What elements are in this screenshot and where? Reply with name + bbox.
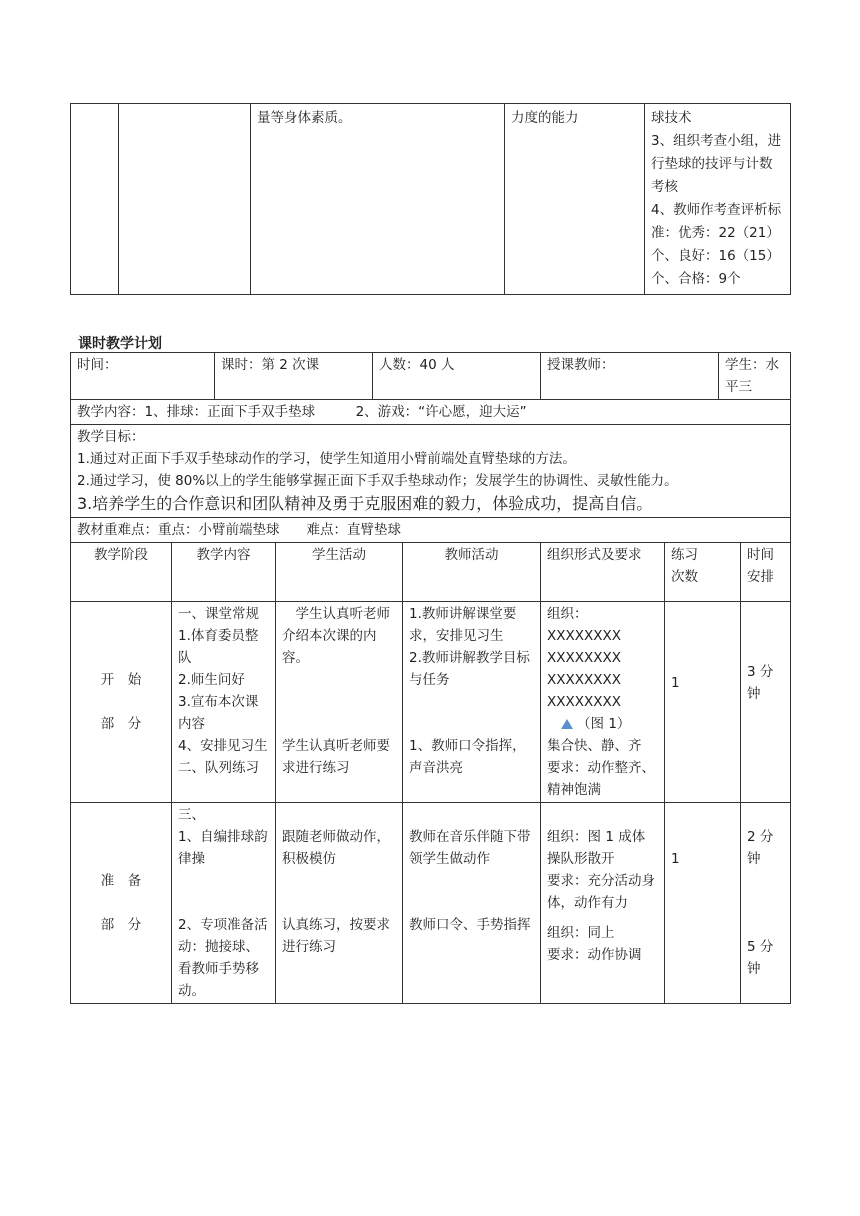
content-prep-b: 2、专项准备活动：抛接球、看教师手势移动。 (178, 917, 268, 999)
stage-start: 开 始 部 分 (71, 602, 172, 803)
cell-assessment: 球技术 3、组织考查小组，进行垫球的技评与计数考核 4、教师作考查评析标准：优秀：22（21）个、良好：16（15）个、合格：9个 (645, 104, 791, 295)
figure-label: （图 1） (577, 716, 631, 732)
teacher-start-a: 1.教师讲解课堂要求，安排见习生 2.教师讲解教学目标与任务 (409, 606, 530, 688)
teacher-prep (403, 803, 541, 1004)
cell-quality: 量等身体素质。 (251, 104, 505, 295)
cell-empty-1 (71, 104, 119, 295)
info-count: 人数：40 人 (373, 353, 541, 400)
time-prep-a: 2 分钟 (747, 829, 774, 867)
content-prep (172, 803, 276, 1004)
content-prep-a: 三、 1、自编排球韵律操 (178, 807, 268, 867)
formation-row-4: XXXXXXXX (547, 694, 622, 710)
plan-title: 课时教学计划 (78, 336, 162, 352)
header-reps: 练习 次数 (665, 543, 741, 602)
header-time: 时间 安排 (741, 543, 791, 602)
org-prep-a: 组织：图 1 成体操队形散开 要求：充分活动身体，动作有力 (547, 829, 656, 911)
student-prep-a: 跟随老师做动作，积极模仿 (282, 829, 390, 867)
time-start: 3 分钟 (741, 602, 791, 803)
time-prep-b: 5 分钟 (747, 939, 774, 977)
org-prep (541, 803, 665, 1004)
student-start-b: 学生认真听老师要求进行练习 (282, 738, 390, 776)
student-prep (276, 803, 403, 1004)
info-row (71, 353, 791, 400)
key-points: 教材重难点：重点：小臂前端垫球 难点：直臂垫球 (71, 518, 791, 543)
reps-prep-value: 1 (671, 851, 680, 867)
teaching-content: 教学内容：1、排球：正面下手双手垫球 2、游戏：“许心愿，迎大运” (71, 400, 791, 425)
stage-row-prep (71, 803, 791, 1004)
teacher-prep-a: 教师在音乐伴随下带领学生做动作 (409, 829, 531, 867)
continuation-table (70, 103, 791, 295)
goal-2: 2.通过学习，使 80%以上的学生能够掌握正面下手双手垫球动作；发展学生的协调性、灵敏性能力。 (77, 473, 678, 489)
header-student: 学生活动 (276, 543, 403, 602)
goal-3: 3.培养学生的合作意识和团队精神及勇于克服困难的毅力，体验成功，提高自信。 (77, 494, 653, 513)
student-start-a: 学生认真听老师介绍本次课的内容。 (282, 606, 390, 666)
cell-ability: 力度的能力 (505, 104, 645, 295)
teaching-goals (71, 425, 791, 518)
teacher-start (403, 602, 541, 803)
formation-row-1: XXXXXXXX (547, 628, 622, 644)
org-prep-b: 组织：同上 要求：动作协调 (547, 925, 642, 963)
info-student: 学生：水平三 (719, 353, 791, 400)
reps-start: 1 (665, 602, 741, 803)
time-prep (741, 803, 791, 1004)
header-content: 教学内容 (172, 543, 276, 602)
org-start-req: 集合快、静、齐 要求：动作整齐、精神饱满 (547, 738, 656, 798)
student-start (276, 602, 403, 803)
info-lesson: 课时：第 2 次课 (215, 353, 373, 400)
student-prep-b: 认真练习，按要求进行练习 (282, 917, 390, 955)
goal-1: 1.通过对正面下手双手垫球动作的学习，使学生知道用小臂前端处直臂垫球的方法。 (77, 451, 576, 467)
teacher-triangle-icon (561, 719, 573, 729)
goals-label: 教学目标： (77, 429, 145, 445)
content-start: 一、课堂常规 1.体育委员整队 2.师生问好 3.宣布本次课内容 4、安排见习生 二、队列练习 (172, 602, 276, 803)
formation-row-3: XXXXXXXX (547, 672, 622, 688)
lesson-plan-table (70, 352, 791, 1004)
org-start (541, 602, 665, 803)
org-start-label: 组织： (547, 606, 588, 622)
stage-prep: 准 备 部 分 (71, 803, 172, 1004)
header-stage: 教学阶段 (71, 543, 172, 602)
header-org: 组织形式及要求 (541, 543, 665, 602)
cell-empty-2 (119, 104, 251, 295)
column-header-row (71, 543, 791, 602)
formation-row-2: XXXXXXXX (547, 650, 622, 666)
reps-prep (665, 803, 741, 1004)
teacher-prep-b: 教师口令、手势指挥 (409, 917, 531, 933)
header-teacher: 教师活动 (403, 543, 541, 602)
info-teacher: 授课教师： (541, 353, 719, 400)
stage-row-start (71, 602, 791, 803)
info-time: 时间： (71, 353, 215, 400)
teacher-start-b: 1、教师口令指挥，声音洪亮 (409, 738, 526, 776)
